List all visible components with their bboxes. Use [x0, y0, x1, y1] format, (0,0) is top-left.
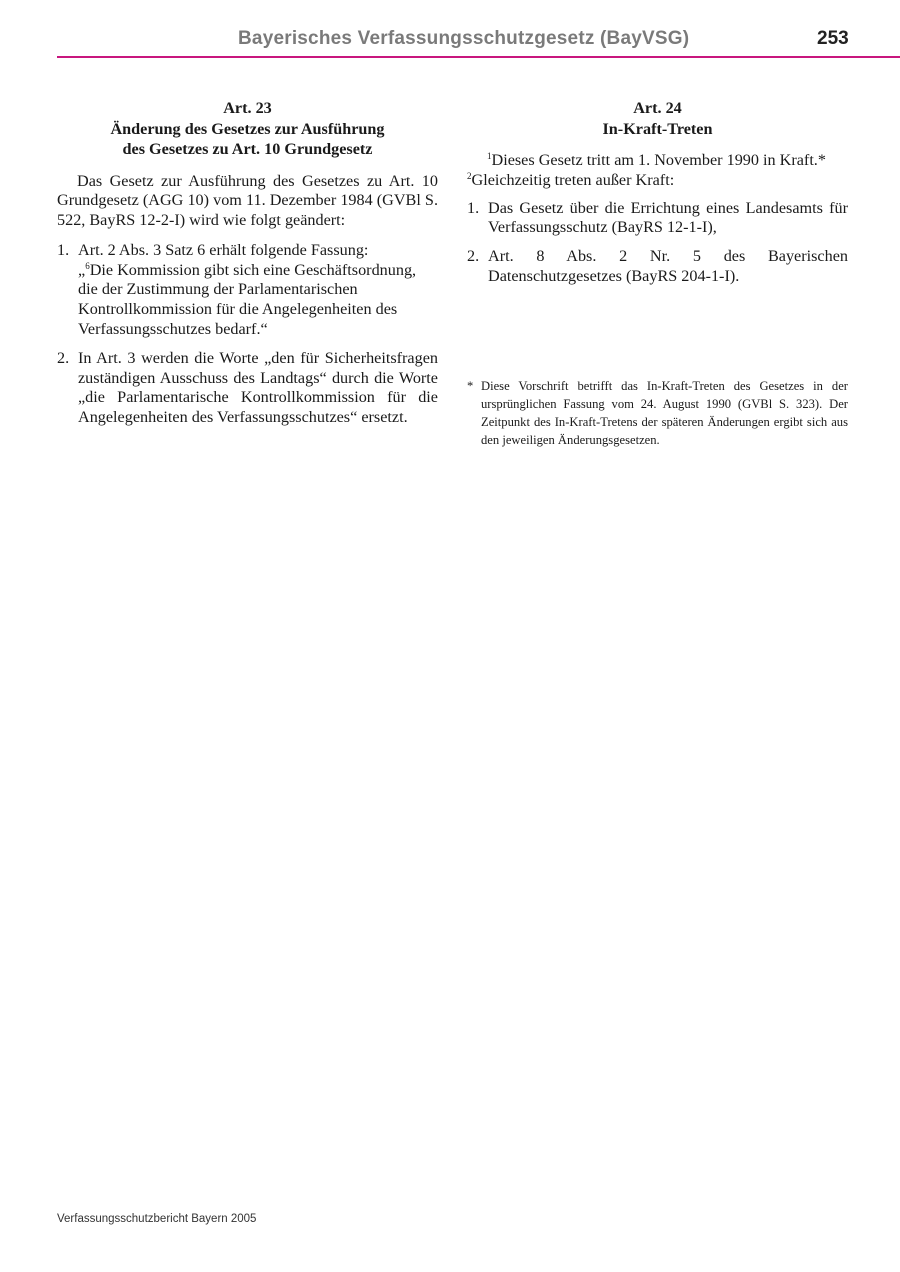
article-23-column [57, 98, 438, 437]
sentence-2 [467, 171, 848, 191]
article-23-list [57, 241, 438, 428]
footnote-mark: * [467, 379, 474, 393]
list-number: 1. [467, 198, 480, 217]
list-item [467, 199, 848, 239]
list-item-quote [78, 261, 438, 340]
article-24-column [467, 98, 848, 296]
sentence-text: Dieses Gesetz tritt am 1. November 1990 in Kraft.* [491, 151, 826, 169]
page-number: 253 [817, 28, 849, 49]
article-24-body [467, 151, 848, 191]
list-number: 1. [57, 240, 70, 259]
article-23-title-line2: des Gesetzes zu Art. 10 Grundgesetz [122, 140, 373, 158]
list-item [57, 349, 438, 428]
sentence-number: 2 [467, 170, 472, 181]
footnote [467, 377, 848, 449]
list-item-text: In Art. 3 werden die Worte „den für Sicherheitsfragen zuständigen Ausschuss des Landtags“ durch die Worte „die Parlamentarische Kontrollkommission für die Angelegenheiten des Verfassungsschutzes“ ersetzt. [78, 348, 438, 427]
sentence-number: 6 [85, 260, 90, 271]
quote-open-mark: „ [78, 260, 86, 279]
header-rule [57, 56, 900, 58]
page-footer: Verfassungsschutzbericht Bayern 2005 [57, 1213, 257, 1225]
list-item-text: Das Gesetz über die Errichtung eines Landesamts für Verfassungsschutz (BayRS 12-1-I), [488, 198, 848, 237]
article-23-title-line1: Änderung des Gesetzes zur Ausführung [110, 119, 385, 138]
sentence-1 [467, 151, 848, 171]
page-header [57, 0, 900, 58]
list-number: 2. [57, 348, 70, 367]
sentence-number: 1 [487, 151, 492, 161]
footnote-text: Diese Vorschrift betrifft das In-Kraft-Treten des Gesetzes in der ursprünglichen Fassung vom 24. August 1990 (GVBl S. 323). Der Zeitpunkt des In-Kraft-Tretens der späteren Änderungen ergibt sich aus den jeweiligen Änderungsgesetzen. [481, 379, 848, 447]
list-item [467, 247, 848, 287]
article-24-label: Art. 24 [633, 99, 682, 117]
article-24-list [467, 199, 848, 287]
article-23-intro: Das Gesetz zur Ausführung des Gesetzes zu Art. 10 Grundgesetz (AGG 10) vom 11. Dezember 1984 (GVBl S. 522, BayRS 12-2-I) wird wie folgt geändert: [57, 171, 438, 230]
article-23-label: Art. 23 [223, 99, 272, 117]
article-24-title: In-Kraft-Treten [602, 119, 713, 138]
list-number: 2. [467, 247, 480, 266]
list-item-lead: Art. 2 Abs. 3 Satz 6 erhält folgende Fassung: [78, 240, 369, 259]
sentence-text: Gleichzeitig treten außer Kraft: [471, 170, 675, 189]
article-23-heading [57, 98, 438, 160]
article-24-heading [467, 98, 848, 139]
quote-text: Die Kommission gibt sich eine Geschäftsordnung, die der Zustimmung der Parlamentarischen Kontrollkommission für die Angelegenheiten des Verfassungsschutzes bedarf.“ [78, 260, 417, 339]
running-title: Bayerisches Verfassungsschutzgesetz (BayVSG) [238, 28, 690, 49]
list-item [57, 241, 438, 340]
list-item-text: Art. 8 Abs. 2 Nr. 5 des Bayerischen Datenschutzgesetzes (BayRS 204-1-I). [488, 247, 848, 285]
